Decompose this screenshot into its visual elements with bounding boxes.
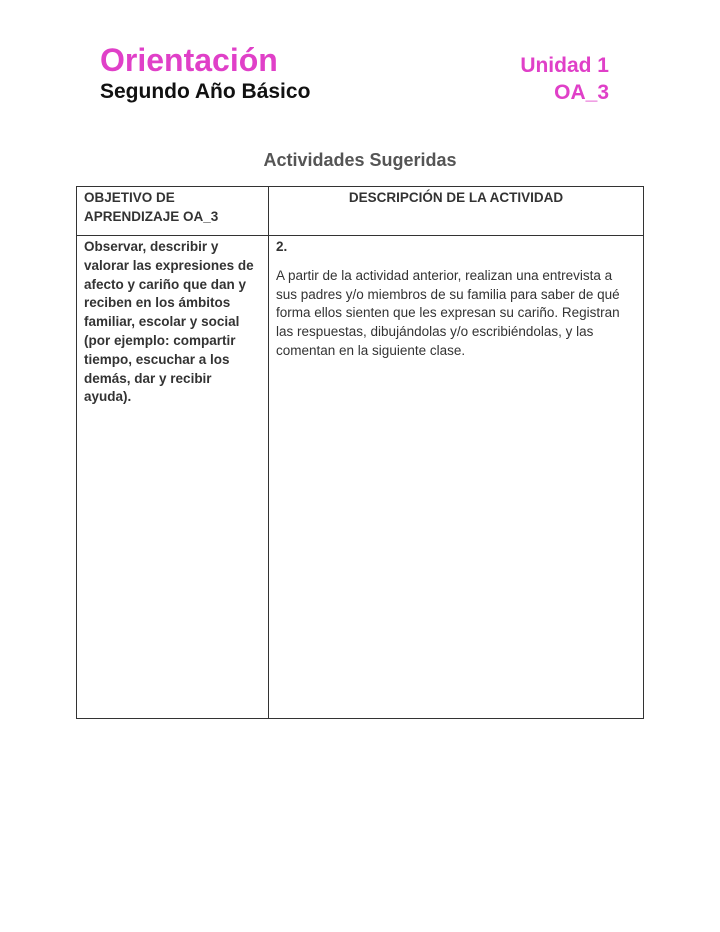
header-description: DESCRIPCIÓN DE LA ACTIVIDAD bbox=[269, 187, 644, 236]
table-row bbox=[77, 236, 644, 719]
header-objective: OBJETIVO DE APRENDIZAJE OA_3 bbox=[77, 187, 269, 236]
section-title: Actividades Sugeridas bbox=[263, 150, 457, 170]
activity-number: 2. bbox=[276, 239, 288, 254]
activities-table bbox=[76, 186, 644, 719]
unit-label: Unidad 1 bbox=[520, 54, 609, 77]
activity-description: A partir de la actividad anterior, realizan una entrevista a sus padres y/o miembros de su familia para saber de qué forma ellos sienten que les expresan su cariño. Registran las respuestas, dibujándolas y/o escribiéndolas, y las comentan en la siguiente clase. bbox=[276, 267, 620, 358]
grade-subtitle: Segundo Año Básico bbox=[100, 80, 311, 103]
page-title: Orientación bbox=[100, 42, 278, 78]
oa-code-label: OA_3 bbox=[554, 81, 609, 104]
objective-cell: Observar, describir y valorar las expresiones de afecto y cariño que dan y reciben en los ámbitos familiar, escolar y social (por ejemplo: compartir tiempo, escuchar a los demás, dar y recibir ayuda). bbox=[77, 236, 269, 719]
description-cell bbox=[269, 236, 644, 719]
table-header-row bbox=[77, 187, 644, 236]
